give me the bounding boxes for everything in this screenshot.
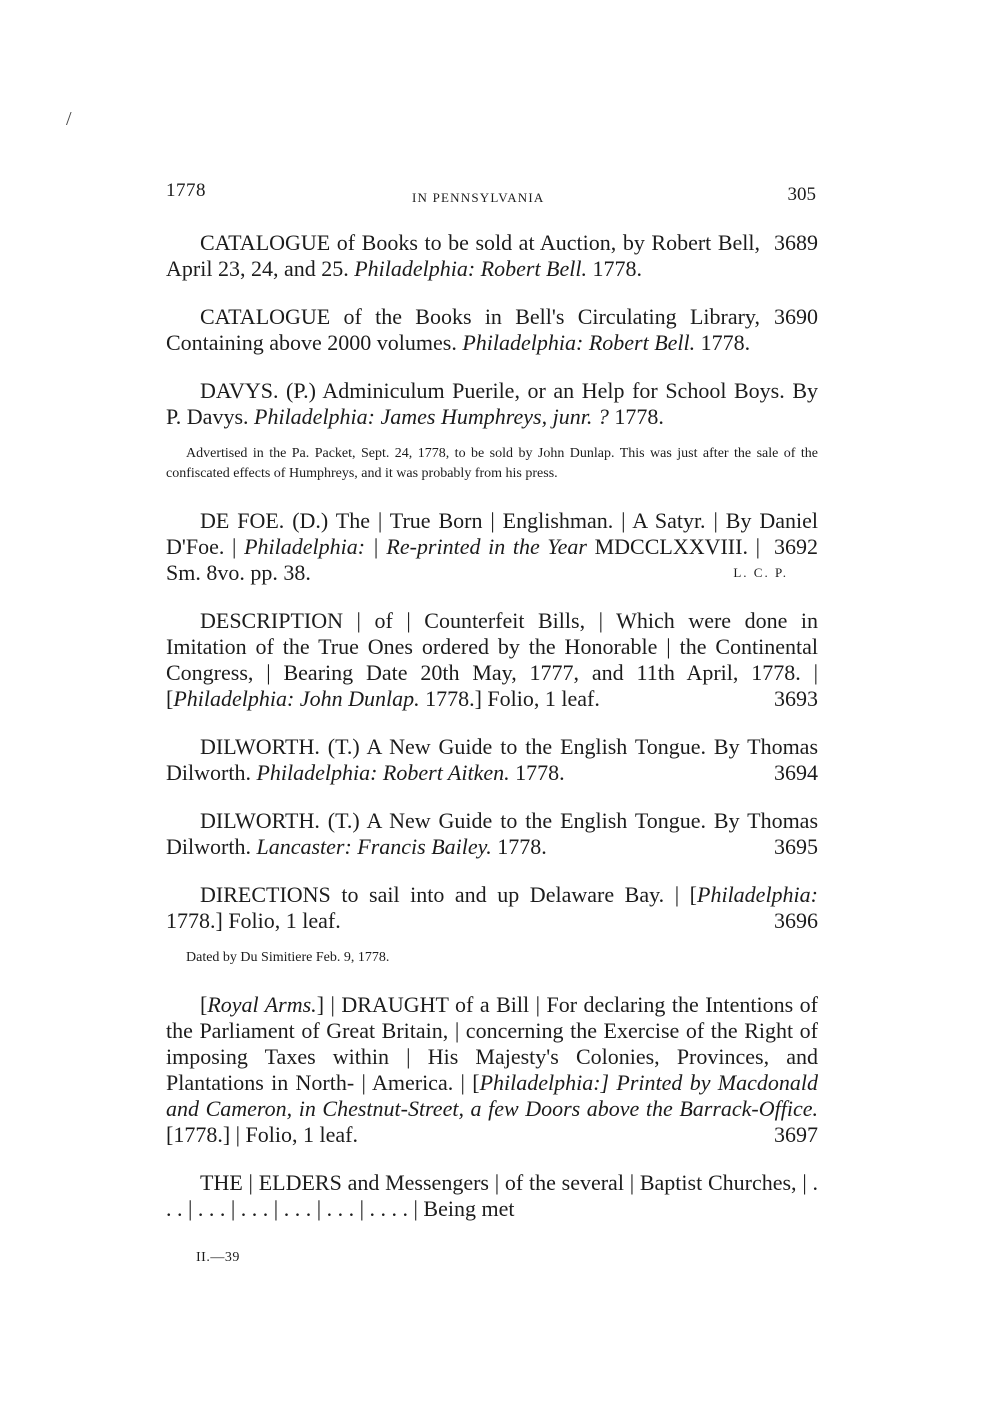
entry-elders — [166, 1170, 818, 1222]
entry-number: 3693 — [774, 686, 818, 711]
entry-heading: CATALOGUE — [200, 230, 331, 255]
entry-imprint: Philadelphia: Robert Bell. — [354, 256, 587, 281]
entry-text: The | True Born | Englishman. | A Satyr. | By Daniel D'Foe. | — [166, 508, 818, 559]
entry-text: A New Guide to the English Tongue. By Thomas Dilworth. — [166, 734, 819, 785]
entry-3697: [Royal Arms.] | DRAUGHT of a Bill | For declaring the Intentions of the Parliament of Great Britain, | concerning the Exercise of the Right of imposing Taxes within | His Majesty's Colonies, Provinces, and Plantations in North- | America. | [Philadelphia:] Printed by Macdonald and Cameron, in Chestnut-Street, a few Doors above the Barrack-Office. 3697 [1778.] | Folio, 1 leaf. — [166, 992, 818, 1147]
margin-mark: / — [66, 108, 72, 130]
entry-imprint: Philadelphia: John Dunlap. — [173, 686, 420, 711]
entry-imprint: Philadelphia: Robert Aitken. — [256, 760, 510, 785]
entry-date: 1778. — [509, 760, 565, 785]
entry-3692 — [166, 508, 818, 586]
entry-heading: DESCRIPTION — [200, 608, 344, 633]
entry-text: and Messengers | of the several | Baptist Churches, | . . . | . . . | . . . | . . . | . . . | . . . . | Being met — [166, 1170, 818, 1221]
entry-imprint: Philadelphia: Robert Bell. — [462, 330, 696, 355]
entry-text: A New Guide to the English Tongue. By Thomas Dilworth. — [166, 808, 819, 859]
entry-note: Dated by Du Simitiere Feb. 9, 1778. — [186, 950, 390, 965]
entry-imprint: Lancaster: Francis Bailey. — [256, 834, 492, 859]
entry-date: 1778. — [608, 404, 664, 429]
entry-3695 — [166, 808, 818, 860]
entry-number: 3690 — [774, 304, 818, 329]
entry-number: 3695 — [774, 834, 818, 859]
entry-3694 — [166, 734, 818, 786]
entry-imprint: Philadelphia: — [697, 882, 818, 907]
entry-date: 1778.] Folio, 1 leaf. — [166, 908, 341, 933]
entry-number: 3697 — [774, 1122, 818, 1147]
entry-date: 1778.] Folio, 1 leaf. — [419, 686, 600, 711]
entry-imprint: Philadelphia: | Re-printed in the Year — [244, 534, 587, 559]
entry-number: 3692 — [774, 534, 818, 559]
entry-heading: DRAUGHT — [341, 992, 449, 1017]
entry-text: to sail into and up Delaware Bay. | [ — [330, 882, 698, 907]
entry-text: of a Bill | For declaring the Intentions of the Parliament of Great Britain, | concerning the Exercise of the Right of imposing Taxes within | His Majesty's Colonies, Provinces, and Plantations in North- | America. | [ — [166, 992, 818, 1095]
entry-text: | of | Counterfeit Bills, | Which were done in Imitation of the True Ones ordered by the Honorable | the Continental Congress, | Bearing Date 20th May, 1777, and 11th April, 1778. | [ — [166, 608, 818, 711]
entry-3693 — [166, 608, 818, 712]
entry-heading: DIRECTIONS — [200, 882, 331, 907]
running-head — [166, 180, 822, 216]
signature-mark: II.—39 — [196, 1250, 240, 1265]
entry-heading: DILWORTH. (T.) — [200, 808, 360, 833]
bibliography-entries — [166, 230, 818, 1244]
page-number: 305 — [787, 184, 816, 205]
entry-date: 1778. — [695, 330, 751, 355]
location-code: L. C. P. — [733, 565, 788, 580]
entry-date: MDCCLXXVIII. | Sm. 8vo. pp. 38. — [166, 534, 761, 585]
entry-3696 — [166, 882, 818, 934]
entry-date: [1778.] | Folio, 1 leaf. — [166, 1122, 358, 1147]
running-head-year: 1778 — [166, 180, 206, 201]
running-head-title: IN PENNSYLVANIA — [412, 190, 545, 205]
entry-text: Adminiculum Puerile, or an Help for School Boys. By P. Davys. — [166, 378, 818, 429]
entry-imprint: Philadelphia: James Humphreys, junr. ? — [254, 404, 609, 429]
entry-text: of Books to be sold at Auction, by Robert Bell, April 23, 24, and 25. — [166, 230, 760, 281]
entry-heading: DAVYS. (P.) — [200, 378, 316, 403]
entry-date: 1778. — [491, 834, 547, 859]
entry-number: 3694 — [774, 760, 818, 785]
entry-note: Advertised in the Pa. Packet, Sept. 24, 1778, to be sold by John Dunlap. This was just after the sale of the confiscated effects of Humphreys, and it was probably from his press. — [166, 446, 818, 481]
entry-lead-italic: Royal Arms. — [207, 992, 317, 1017]
entry-heading: DILWORTH. (T.) — [200, 734, 360, 759]
entry-3690 — [166, 304, 818, 356]
entry-imprint: Philadelphia:] Printed by Macdonald and Cameron, in Chestnut-Street, a few Doors above the Barrack-Office. — [166, 1070, 818, 1121]
entry-date: 1778. — [587, 256, 642, 281]
entry-heading: THE | ELDERS — [200, 1170, 342, 1195]
entry-text: of the Books in Bell's Circulating Library, Containing above 2000 volumes. — [166, 304, 760, 355]
entry-number: 3689 — [774, 230, 818, 255]
entry-3689 — [166, 230, 818, 282]
entry-heading: DE FOE. (D.) — [200, 508, 329, 533]
entry-heading: CATALOGUE — [200, 304, 331, 329]
entry-number: 3696 — [774, 908, 818, 933]
entry-davys — [166, 378, 818, 430]
